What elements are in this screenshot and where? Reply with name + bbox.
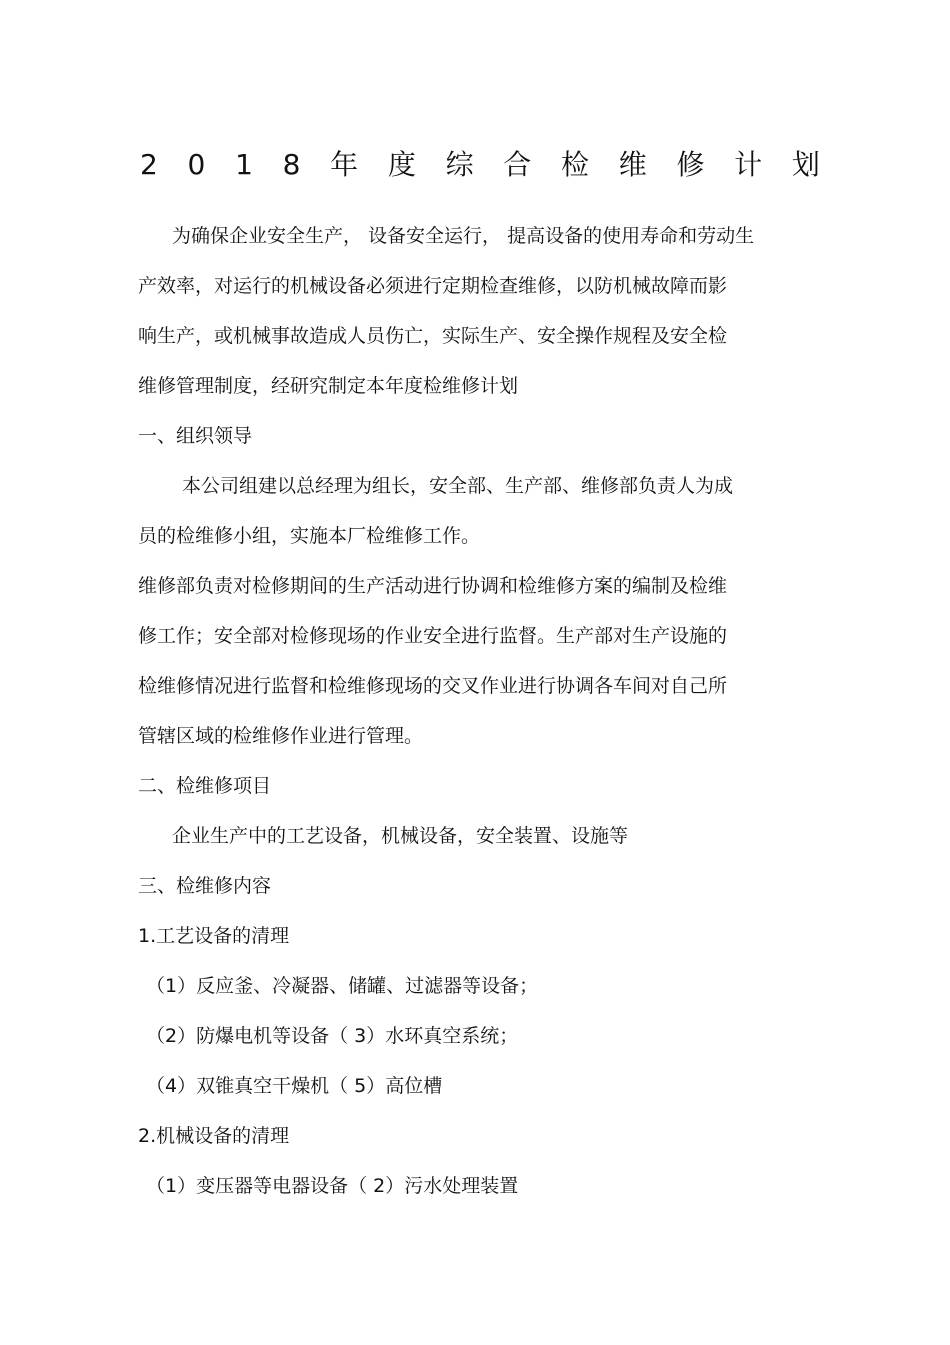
intro-line: 响生产，或机械事故造成人员伤亡，实际生产、安全操作规程及安全检 — [138, 325, 728, 347]
title-char: 合 — [503, 148, 532, 181]
document-title — [140, 145, 820, 185]
paragraph-line: 企业生产中的工艺设备，机械设备，安全装置、设施等 — [172, 825, 629, 847]
title-char: 2 — [140, 148, 158, 181]
paragraph-line: 修工作；安全部对检修现场的作业安全进行监督。生产部对生产设施的 — [138, 625, 728, 647]
paragraph-line: 管辖区域的检维修作业进行管理。 — [138, 725, 424, 747]
title-char: 1 — [235, 148, 253, 181]
title-char: 检 — [561, 148, 590, 181]
paragraph-line: 维修部负责对检修期间的生产活动进行协调和检维修方案的编制及检维 — [138, 575, 728, 597]
title-char: 划 — [791, 148, 820, 181]
intro-line: 产效率，对运行的机械设备必须进行定期检查维修，以防机械故障而影 — [138, 275, 728, 297]
list-item: （4）双锥真空干燥机（ 5）高位槽 — [146, 1075, 443, 1097]
list-item: （1）反应釜、冷凝器、储罐、过滤器等设备； — [146, 975, 539, 997]
section-heading: 三、检维修内容 — [138, 875, 272, 897]
subsection-heading: 2.机械设备的清理 — [138, 1125, 290, 1147]
subsection-heading: 1.工艺设备的清理 — [138, 925, 290, 947]
title-char: 计 — [734, 148, 763, 181]
intro-line: 维修管理制度，经研究制定本年度检维修计划 — [138, 375, 519, 397]
title-char: 综 — [445, 148, 474, 181]
title-char: 度 — [387, 148, 416, 181]
list-item: （2）防爆电机等设备（ 3）水环真空系统； — [146, 1025, 519, 1047]
title-char: 年 — [330, 148, 359, 181]
title-char: 修 — [676, 148, 705, 181]
section-heading: 二、检维修项目 — [138, 775, 272, 797]
paragraph-line: 检维修情况进行监督和检维修现场的交叉作业进行协调各车间对自己所 — [138, 675, 728, 697]
intro-line: 为确保企业安全生产， 设备安全运行， 提高设备的使用寿命和劳动生 — [172, 225, 755, 247]
list-item: （1）变压器等电器设备（ 2）污水处理装置 — [146, 1175, 519, 1197]
title-char: 维 — [618, 148, 647, 181]
section-heading: 一、组织领导 — [138, 425, 253, 447]
title-char: 0 — [187, 148, 206, 181]
paragraph-line: 员的检维修小组，实施本厂检维修工作。 — [138, 525, 481, 547]
paragraph-line: 本公司组建以总经理为组长，安全部、生产部、维修部负责人为成 — [182, 475, 734, 497]
title-char: 8 — [282, 148, 301, 181]
